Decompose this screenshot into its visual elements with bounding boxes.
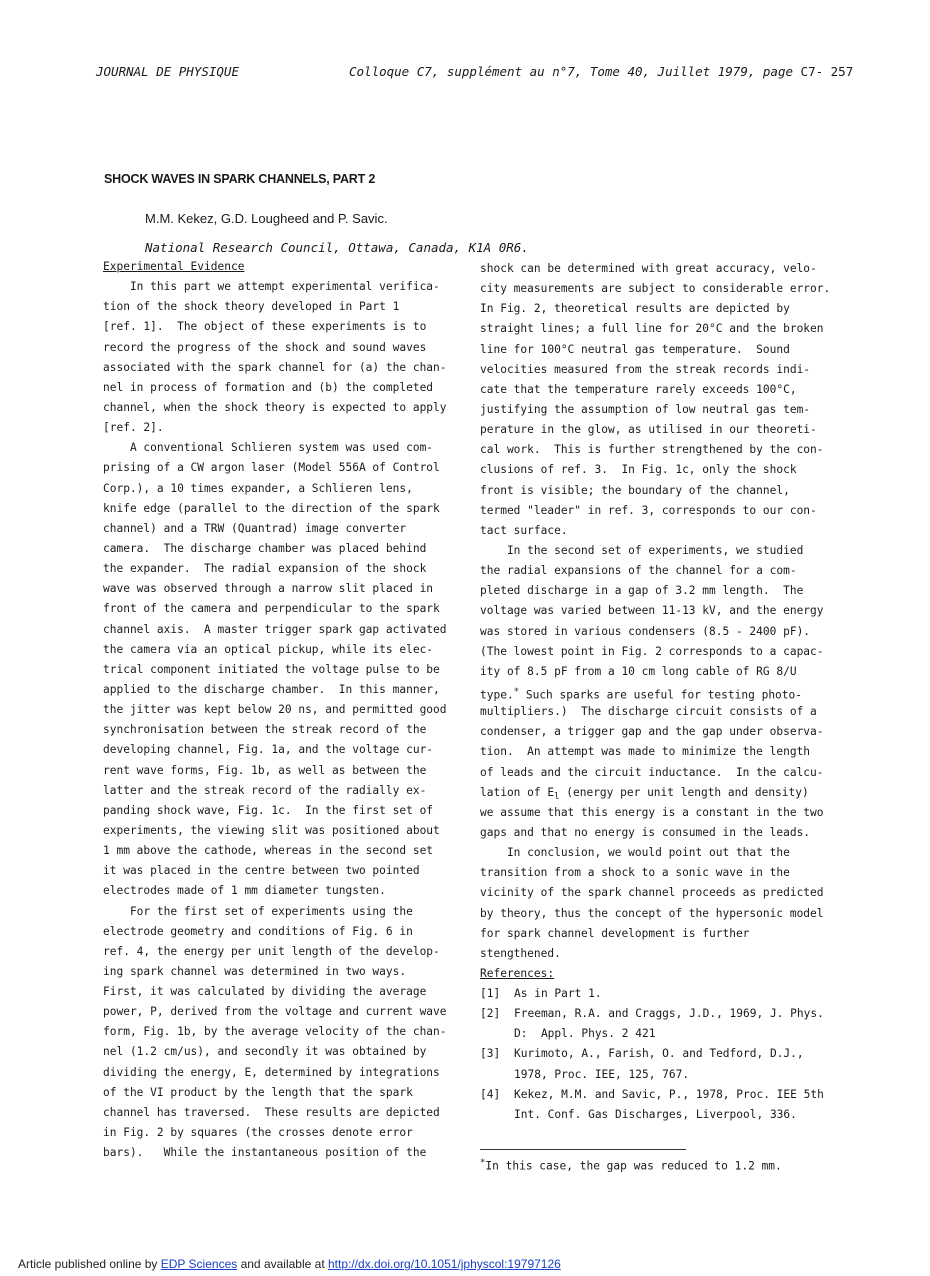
text-line: In conclusion, we would point out that the <box>480 846 790 860</box>
publisher-link[interactable]: EDP Sciences <box>160 1257 238 1271</box>
reference-text: Int. Conf. Gas Discharges, Liverpool, 336. <box>514 1107 797 1121</box>
text-line: ing spark channel was determined in two ways. <box>103 964 407 978</box>
section-heading: Experimental Evidence <box>103 260 245 273</box>
authors: M.M. Kekez, G.D. Lougheed and P. Savic. <box>145 211 388 226</box>
reference-number: [4] <box>480 1087 501 1101</box>
text-line: nel in process of formation and (b) the completed <box>103 380 434 394</box>
text-line: type.* Such sparks are useful for testing photo- <box>480 686 802 702</box>
text-line: channel axis. A master trigger spark gap activated <box>103 622 447 636</box>
text-line: justifying the assumption of low neutral gas tem- <box>480 402 811 416</box>
text-line: straight lines; a full line for 20°C and the broken <box>480 322 824 336</box>
text-line: First, it was calculated by dividing the average <box>103 985 427 999</box>
text-line: camera. The discharge chamber was placed behind <box>103 541 427 555</box>
text-line: stengthened. <box>480 946 561 960</box>
text-line: trical component initiated the voltage pulse to be <box>103 662 440 676</box>
text-line: applied to the discharge chamber. In this manner, <box>103 682 440 696</box>
text-line: by theory, thus the concept of the hypersonic model <box>480 906 824 920</box>
text-line: channel) and a TRW (Quantrad) image converter <box>103 521 407 535</box>
reference-number: [1] <box>480 987 501 1001</box>
text-line: line for 100°C neutral gas temperature. Sound <box>480 342 790 356</box>
reference-text: D: Appl. Phys. 2 421 <box>514 1027 656 1041</box>
text-line: the camera via an optical pickup, while its elec- <box>103 642 434 656</box>
text-line: multipliers.) The discharge circuit consists of a <box>480 705 817 719</box>
affiliation: National Research Council, Ottawa, Canada, K1A 0R6. <box>145 240 529 255</box>
text-line: electrode geometry and conditions of Fig. 6 in <box>103 924 413 938</box>
text-line: the expander. The radial expansion of the shock <box>103 562 427 576</box>
text-line: experiments, the viewing slit was positioned about <box>103 823 440 837</box>
reference-number: [3] <box>480 1047 501 1061</box>
text-line: clusions of ref. 3. In Fig. 1c, only the shock <box>480 463 797 477</box>
reference-item <box>480 1004 850 1024</box>
references-heading: References: <box>480 966 555 980</box>
text-line: termed "leader" in ref. 3, corresponds to our con- <box>480 503 817 517</box>
issue-info <box>349 64 853 79</box>
text-line: 1 mm above the cathode, whereas in the second set <box>103 844 434 858</box>
text-line: tion. An attempt was made to minimize the length <box>480 745 811 759</box>
text-line: front of the camera and perpendicular to the spark <box>103 602 440 616</box>
text-line: record the progress of the shock and sound waves <box>103 340 427 354</box>
text-line: transition from a shock to a sonic wave in the <box>480 866 790 880</box>
text-line: developing channel, Fig. 1a, and the voltage cur- <box>103 743 434 757</box>
text-line: condenser, a trigger gap and the gap under observa- <box>480 725 824 739</box>
text-line: city measurements are subject to considerable error. <box>480 282 831 296</box>
text-line: gaps and that no energy is consumed in the leads. <box>480 825 811 839</box>
reference-item <box>480 984 850 1004</box>
right-column-body-mid <box>480 702 850 783</box>
text-line: front is visible; the boundary of the channel, <box>480 483 790 497</box>
doi-link[interactable]: http://dx.doi.org/10.1051/jphyscol:19797126 <box>327 1257 561 1271</box>
footer: Article published online by EDP Sciences and available at http://dx.doi.org/10.1051/jphyscol:19797126 <box>18 1257 561 1271</box>
reference-item <box>480 1105 850 1125</box>
text-line: synchronisation between the streak record of the <box>103 723 427 737</box>
paper-title: SHOCK WAVES IN SPARK CHANNELS, PART 2 <box>104 172 376 186</box>
text-line: nel (1.2 cm/us), and secondly it was obtained by <box>103 1045 427 1059</box>
left-column <box>103 257 463 1163</box>
colloque-info: Colloque C7, supplément au n°7, Tome 40, Juillet 1979, page <box>349 64 794 79</box>
reference-item <box>480 1044 850 1064</box>
text-line: channel, when the shock theory is expected to apply <box>103 400 447 414</box>
text-line: channel has traversed. These results are depicted <box>103 1105 440 1119</box>
text-line: associated with the spark channel for (a) the chan- <box>103 360 447 374</box>
reference-text: As in Part 1. <box>514 987 602 1001</box>
text-line: latter and the streak record of the radially ex- <box>103 783 427 797</box>
reference-text: Freeman, R.A. and Craggs, J.D., 1969, J. Phys. <box>514 1007 824 1021</box>
text-line: pleted discharge in a gap of 3.2 mm length. The <box>480 584 804 598</box>
text-line: it was placed in the centre between two pointed <box>103 864 420 878</box>
text-line: perature in the glow, as utilised in our theoreti- <box>480 423 817 437</box>
reference-text: 1978, Proc. IEE, 125, 767. <box>514 1067 690 1081</box>
text-line: ref. 4, the energy per unit length of the develop- <box>103 944 440 958</box>
text-line: cate that the temperature rarely exceeds 100°C, <box>480 382 797 396</box>
text-line: (The lowest point in Fig. 2 corresponds to a capac- <box>480 644 824 658</box>
reference-text: Kurimoto, A., Farish, O. and Tedford, D.J., <box>514 1047 804 1061</box>
text-line: was stored in various condensers (8.5 - 2400 pF). <box>480 624 811 638</box>
footnote: *In this case, the gap was reduced to 1.2 mm. <box>480 1158 782 1173</box>
footnote-rule <box>480 1149 686 1150</box>
text-line: shock can be determined with great accuracy, velo- <box>480 262 817 275</box>
text-line: cal work. This is further strengthened by the con- <box>480 443 824 457</box>
text-line: form, Fig. 1b, by the average velocity of the chan- <box>103 1025 447 1039</box>
text-line: For the first set of experiments using the <box>103 904 413 918</box>
text-line: the jitter was kept below 20 ns, and permitted good <box>103 703 447 717</box>
text-line: of the VI product by the length that the spark <box>103 1085 413 1099</box>
text-line: In this part we attempt experimental verifica- <box>103 280 440 294</box>
text-line: In the second set of experiments, we studied <box>480 543 804 557</box>
text-line: bars). While the instantaneous position of the <box>103 1146 427 1160</box>
reference-item <box>480 1065 850 1085</box>
text-line: we assume that this energy is a constant in the two <box>480 805 824 819</box>
right-column-body-top <box>480 259 850 682</box>
text-line: ity of 8.5 pF from a 10 cm long cable of RG 8/U <box>480 664 797 678</box>
text-line: for spark channel development is further <box>480 926 750 940</box>
journal-name: JOURNAL DE PHYSIQUE <box>96 64 239 79</box>
text-line: of leads and the circuit inductance. In the calcu- <box>480 765 824 779</box>
text-line: rent wave forms, Fig. 1b, as well as between the <box>103 763 427 777</box>
text-line: prising of a CW argon laser (Model 556A of Control <box>103 461 440 475</box>
text-line: dividing the energy, E, determined by integrations <box>103 1065 440 1079</box>
text-line: In Fig. 2, theoretical results are depicted by <box>480 302 790 316</box>
text-line: power, P, derived from the voltage and current wave <box>103 1005 447 1019</box>
text-line: the radial expansions of the channel for a com- <box>480 564 797 578</box>
text-line: wave was observed through a narrow slit placed in <box>103 582 434 596</box>
right-column <box>480 259 850 1125</box>
text-line: electrodes made of 1 mm diameter tungsten. <box>103 884 386 898</box>
text-line: [ref. 2]. <box>103 421 164 435</box>
reference-text: Kekez, M.M. and Savic, P., 1978, Proc. IEE 5th <box>514 1087 824 1101</box>
text-line: tact surface. <box>480 523 568 537</box>
reference-number: [2] <box>480 1007 501 1021</box>
reference-item <box>480 1024 850 1044</box>
right-column-body-bottom <box>480 803 850 964</box>
text-line: panding shock wave, Fig. 1c. In the first set of <box>103 803 434 817</box>
text-line: [ref. 1]. The object of these experiments is to <box>103 320 427 334</box>
text-line: velocities measured from the streak records indi- <box>480 362 811 376</box>
text-line: tion of the shock theory developed in Part 1 <box>103 300 400 314</box>
references-list <box>480 984 850 1125</box>
reference-item <box>480 1085 850 1105</box>
footnote-marker: * <box>513 686 520 697</box>
text-line: in Fig. 2 by squares (the crosses denote error <box>103 1126 413 1140</box>
text-line: vicinity of the spark channel proceeds as predicted <box>480 886 824 900</box>
page-number: C7- 257 <box>800 64 854 79</box>
text-line: knife edge (parallel to the direction of the spark <box>103 501 440 515</box>
text-line: voltage was varied between 11-13 kV, and the energy <box>480 604 824 618</box>
text-line: Corp.), a 10 times expander, a Schlieren lens, <box>103 481 413 495</box>
text-line: A conventional Schlieren system was used com- <box>103 441 434 455</box>
text-line: lation of $E_l$ (energy per unit length and density) <box>480 785 809 802</box>
